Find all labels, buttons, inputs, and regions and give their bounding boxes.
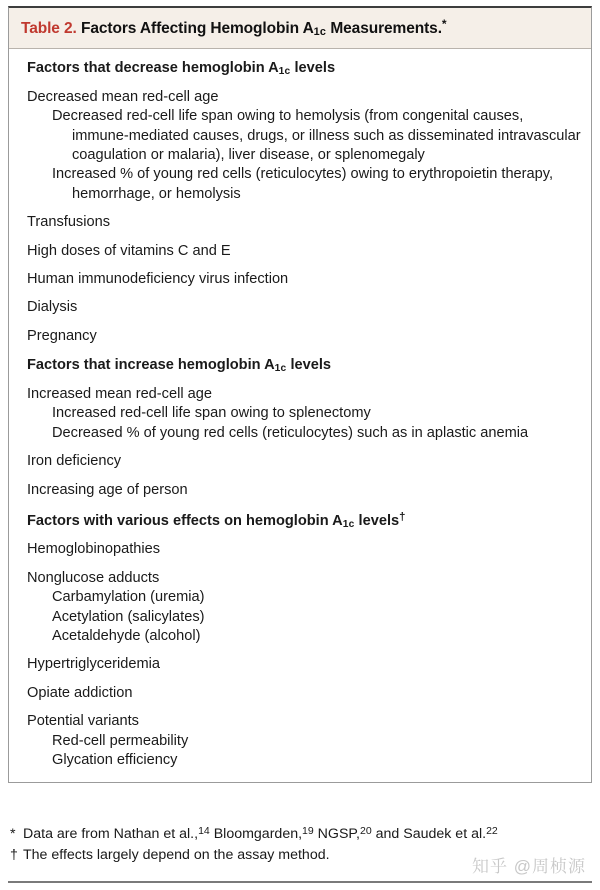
table-row: Potential variants <box>27 713 139 730</box>
section-heading-main: Factors that decrease hemoglobin A <box>27 60 279 77</box>
reference-22: 22 <box>486 825 498 837</box>
table-row: Decreased mean red-cell age <box>27 88 219 105</box>
table-title-main: Factors Affecting Hemoglobin A <box>81 20 314 38</box>
table-container <box>8 6 592 783</box>
asterisk-marker-icon: * <box>441 17 447 31</box>
section-heading-tail: levels <box>286 357 332 374</box>
section-heading-tail: levels <box>354 512 400 529</box>
footnote-text-part2: Bloomgarden, <box>209 826 303 843</box>
asterisk-icon: * <box>10 826 16 843</box>
table-row: Carbamylation (uremia) <box>52 589 205 606</box>
table-row: Pregnancy <box>27 327 97 344</box>
table-body <box>9 49 591 782</box>
table-row: Transfusions <box>27 214 111 231</box>
dagger-icon: † <box>10 846 18 863</box>
section-heading-tail: levels <box>290 60 336 77</box>
table-row: Increased red-cell life span owing to splenectomy <box>52 405 371 422</box>
table-row: Increasing age of person <box>27 481 188 498</box>
section-heading <box>19 356 581 376</box>
table-row: Red-cell permeability <box>52 732 189 749</box>
footnote-asterisk <box>8 824 592 845</box>
table-row: Acetaldehyde (alcohol) <box>52 627 201 644</box>
table-title-tail: Measurements. <box>326 20 442 38</box>
reference-14: 14 <box>198 825 210 837</box>
section-heading-main: Factors with various effects on hemoglobin A <box>27 512 343 529</box>
footnote-dagger-text: The effects largely depend on the assay method. <box>23 846 330 863</box>
table-title-subscript: 1c <box>313 26 327 39</box>
bottom-divider <box>8 881 592 883</box>
table-row: Decreased red-cell life span owing to hemolysis (from congenital causes, immune-mediated causes, drugs, or illness such as disseminated intravascular coagulation or malaria), liver disease, or splenomegaly <box>52 108 581 164</box>
table-row: Glycation efficiency <box>52 751 178 768</box>
table-row: Hypertriglyceridemia <box>27 656 161 673</box>
footnote-text-part3: NGSP, <box>313 826 360 843</box>
table-row: Increased mean red-cell age <box>27 385 212 402</box>
table-row: Iron deficiency <box>27 453 122 470</box>
table-row: Opiate addiction <box>27 684 133 701</box>
footnote-text-part4: and Saudek et al. <box>371 826 487 843</box>
table-row: High doses of vitamins C and E <box>27 242 231 259</box>
table-row: Decreased % of young red cells (reticulocytes) such as in aplastic anemia <box>52 424 529 441</box>
section-heading-subscript: 1c <box>278 66 291 78</box>
section-heading <box>19 510 581 531</box>
watermark: 知乎 @周桢源 <box>472 857 586 876</box>
section-heading-subscript: 1c <box>342 518 355 530</box>
reference-19: 19 <box>302 825 314 837</box>
table-title <box>81 17 447 39</box>
table-row: Hemoglobinopathies <box>27 541 161 558</box>
table-row: Acetylation (salicylates) <box>52 608 205 625</box>
section-heading <box>19 59 581 79</box>
table-row: Increased % of young red cells (reticulocytes) owing to erythropoietin therapy, hemorrhage, or hemolysis <box>52 166 554 202</box>
table-header <box>9 8 591 49</box>
dagger-marker-icon: † <box>399 510 406 523</box>
section-heading-subscript: 1c <box>274 363 287 375</box>
table-number: Table 2. <box>21 20 77 38</box>
footnote-text-part1: Data are from Nathan et al., <box>23 826 199 843</box>
table-row: Dialysis <box>27 299 78 316</box>
section-heading-main: Factors that increase hemoglobin A <box>27 357 275 374</box>
reference-20: 20 <box>360 825 372 837</box>
table-caption <box>21 17 591 39</box>
table-row: Human immunodeficiency virus infection <box>27 271 289 288</box>
table-row: Nonglucose adducts <box>27 569 160 586</box>
